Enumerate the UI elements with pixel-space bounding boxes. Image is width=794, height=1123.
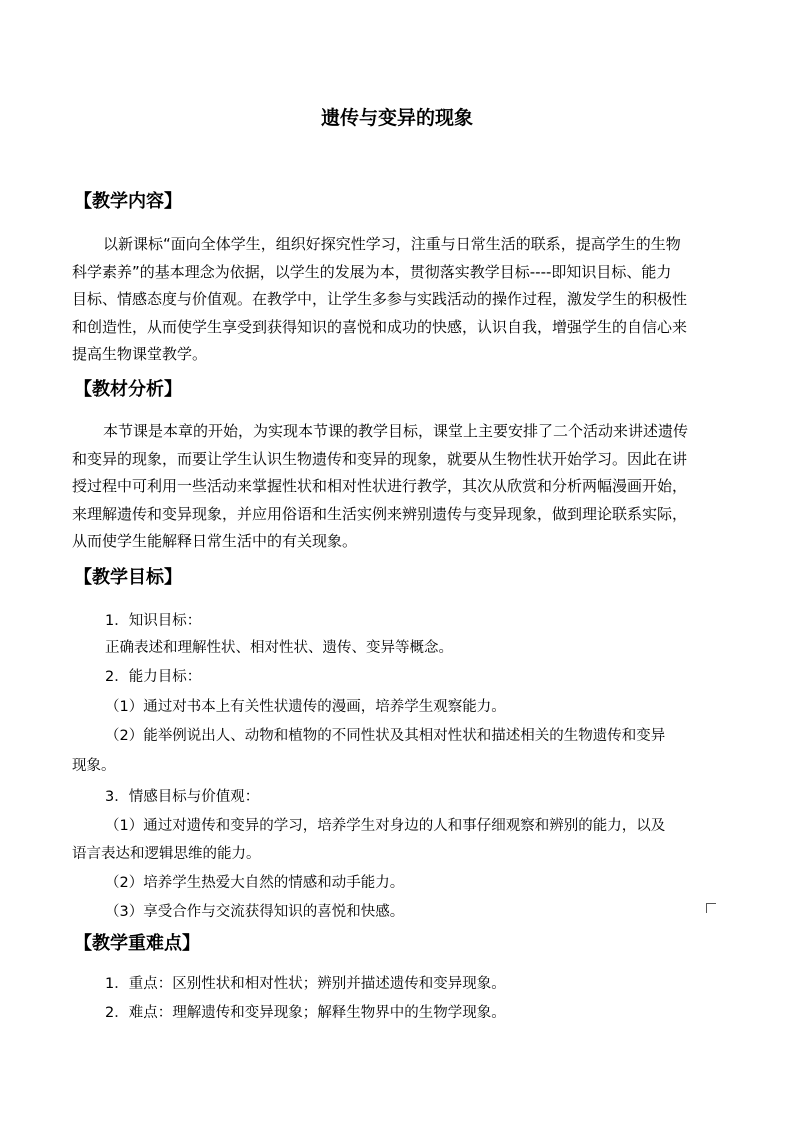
goal-ability-item-2: （2）能举例说出人、动物和植物的不同性状及其相对性状和描述相关的生物遗传和变异 [105, 728, 666, 744]
paragraph-line: 以新课标“面向全体学生，组织好探究性学习，注重与日常生活的联系，提高学生的生物 [103, 235, 681, 253]
goal-ability-title: 2．能力目标： [105, 669, 202, 685]
paragraph-line: 和创造性，从而使学生享受到获得知识的喜悦和成功的快感，认识自我，增强学生的自信心来 [72, 317, 688, 336]
goal-knowledge-title: 1．知识目标： [105, 613, 202, 629]
goal-emotion-item-2: （2）培养学生热爱大自然的情感和动手能力。 [105, 875, 405, 891]
paragraph-line: 来理解遗传和变异现象，并应用俗语和生活实例来辨别遗传与变异现象，做到理论联系实际， [72, 504, 688, 523]
goal-ability-item-2-continued: 现象。 [72, 758, 116, 774]
section-heading-content: 【教学内容】 [74, 191, 182, 212]
paragraph-line: 授过程中可利用一些活动来掌握性状和相对性状进行教学，其次从欣赏和分析两幅漫画开始， [72, 477, 688, 495]
paragraph-line: 目标、情感态度与价值观。在教学中，让学生多参与实践活动的操作过程，激发学生的积极性 [72, 290, 688, 308]
document-title: 遗传与变异的现象 [320, 107, 473, 129]
goal-emotion-item-1: （1）通过对遗传和变异的学习，培养学生对身边的人和事仔细观察和辨别的能力，以及 [105, 818, 666, 834]
difficult-point-item: 2．难点：理解遗传和变异现象；解释生物界中的生物学现象。 [105, 1005, 506, 1021]
goal-ability-item-1: （1）通过对书本上有关性状遗传的漫画，培养学生观察能力。 [105, 699, 506, 715]
goal-emotion-item-1-continued: 语言表达和逻辑思维的能力。 [72, 846, 261, 862]
goal-emotion-item-3: （3）享受合作与交流获得知识的喜悦和快感。 [105, 904, 405, 920]
section-heading-analysis: 【教材分析】 [74, 379, 182, 400]
paragraph-line: 提高生物课堂教学。 [72, 345, 208, 363]
margin-corner-mark [706, 903, 716, 913]
goal-emotion-title: 3．情感目标与价值观： [105, 789, 260, 805]
section-heading-key-points: 【教学重难点】 [74, 933, 200, 954]
goal-knowledge-text: 正确表述和理解性状、相对性状、遗传、变异等概念。 [105, 640, 453, 656]
paragraph-line: 本节课是本章的开始，为实现本节课的教学目标，课堂上主要安排了二个活动来讲述遗传 [103, 422, 689, 440]
key-point-item: 1．重点：区别性状和相对性状；辨别并描述遗传和变异现象。 [105, 976, 506, 992]
analysis-paragraph [72, 418, 727, 556]
paragraph-line: 和变异的现象，而要让学生认识生物遗传和变异的现象，就要从生物性状开始学习。因此在讲 [72, 449, 688, 468]
paragraph-line: 科学素养”的基本理念为依据，以学生的发展为本，贯彻落实教学目标----即知识目标、能力 [72, 262, 672, 281]
content-paragraph [72, 231, 727, 369]
section-heading-goals: 【教学目标】 [74, 567, 182, 588]
paragraph-line: 从而使学生能解释日常生活中的有关现象。 [72, 532, 358, 550]
